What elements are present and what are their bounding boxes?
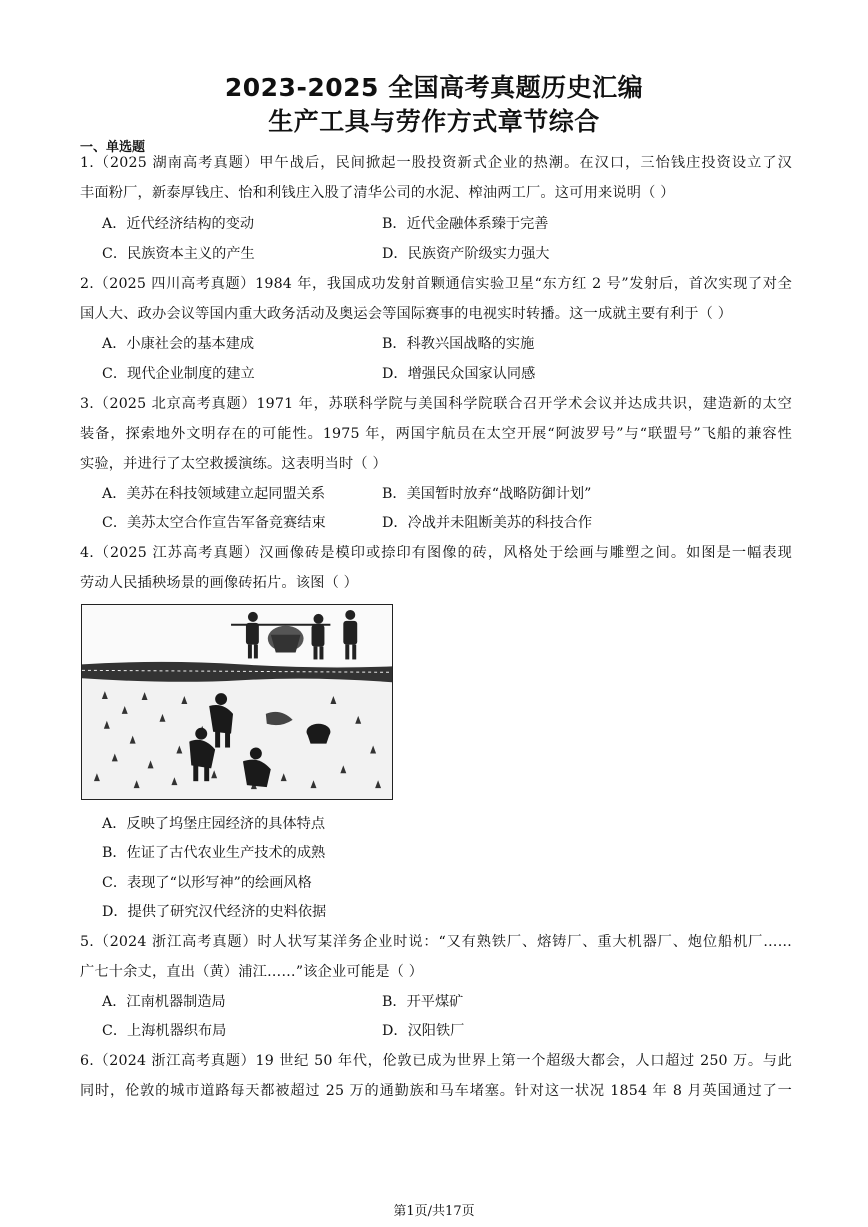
question-4-option-d: D．提供了研究汉代经济的史料依据 <box>102 904 327 920</box>
question-6-line-2: 同时，伦敦的城市道路每天都被超过 25 万的通勤族和马车堵塞。针对这一状况 1854 年 8 月英国通过了一 <box>80 1083 792 1099</box>
question-4-option-b: B．佐证了古代农业生产技术的成熟 <box>102 845 326 861</box>
question-5-line-1: 5.（2024 浙江高考真题）时人状写某洋务企业时说：“又有熟铁厂、熔铸厂、重大机器厂、炮位船机厂…… <box>80 934 792 950</box>
section-heading: 一、单选题 <box>80 140 146 155</box>
question-4-line-2: 劳动人民插秧场景的画像砖拓片。该图（ ） <box>80 575 359 591</box>
page-footer: 第1页/共17页 <box>393 1204 475 1219</box>
page-title: 2023-2025 全国高考真题历史汇编 <box>224 73 644 102</box>
question-2-line-2: 国人大、政办会议等国内重大政务活动及奥运会等国际赛事的电视实时转播。这一成就主要有利于（ ） <box>80 306 733 322</box>
question-1-line-1: 1.（2025 湖南高考真题）甲午战后，民间掀起一股投资新式企业的热潮。在汉口，三怡钱庄投资设立了汉 <box>80 155 792 171</box>
question-3-line-3: 实验，并进行了太空救援演练。这表明当时（ ） <box>80 456 387 472</box>
question-6-line-1: 6.（2024 浙江高考真题）19 世纪 50 年代，伦敦已成为世界上第一个超级大都会，人口超过 250 万。与此 <box>80 1053 792 1069</box>
question-5-line-2: 广七十余丈，直出（黄）浦江……”该企业可能是（ ） <box>80 964 424 980</box>
page-subtitle: 生产工具与劳作方式章节综合 <box>268 107 600 136</box>
question-5-option-b: B．开平煤矿 <box>382 994 464 1010</box>
question-3-option-c: C．美苏太空合作宣告军备竞赛结束 <box>102 515 326 531</box>
question-3-line-2: 装备，探索地外文明存在的可能性。1975 年，两国宇航员在太空开展“阿波罗号”与“联盟号”飞船的兼容性 <box>80 426 792 442</box>
question-2-option-c: C．现代企业制度的建立 <box>102 366 255 382</box>
question-3-option-a: A．美苏在科技领域建立起同盟关系 <box>102 486 326 502</box>
question-3-line-1: 3.（2025 北京高考真题）1971 年，苏联科学院与美国科学院联合召开学术会议并达成共识，建造新的太空 <box>80 396 792 412</box>
question-4-line-1: 4.（2025 江苏高考真题）汉画像砖是模印或捺印有图像的砖，风格处于绘画与雕塑之间。如图是一幅表现 <box>80 545 792 561</box>
question-2-line-1: 2.（2025 四川高考真题）1984 年，我国成功发射首颗通信实验卫星“东方红 2 号”发射后，首次实现了对全 <box>80 276 792 292</box>
rubbing-image <box>81 604 393 800</box>
question-1-option-c: C．民族资本主义的产生 <box>102 246 255 262</box>
question-2-option-a: A．小康社会的基本建成 <box>102 336 255 352</box>
question-2-option-d: D．增强民众国家认同感 <box>382 366 536 382</box>
question-4-option-c: C．表现了“以形写神”的绘画风格 <box>102 875 312 891</box>
question-5-option-c: C．上海机器织布局 <box>102 1023 227 1039</box>
question-2-option-b: B．科教兴国战略的实施 <box>382 336 535 352</box>
question-1-option-b: B．近代金融体系臻于完善 <box>382 216 549 232</box>
question-5-option-d: D．汉阳铁厂 <box>382 1023 465 1039</box>
question-3-option-b: B．美国暂时放弃“战略防御计划” <box>382 486 592 502</box>
question-1-option-d: D．民族资产阶级实力强大 <box>382 246 550 262</box>
question-3-option-d: D．冷战并未阻断美苏的科技合作 <box>382 515 593 531</box>
question-4-option-a: A．反映了坞堡庄园经济的具体特点 <box>102 816 326 832</box>
question-5-option-a: A．江南机器制造局 <box>102 994 226 1010</box>
question-1-option-a: A．近代经济结构的变动 <box>102 216 255 232</box>
question-1-line-2: 丰面粉厂，新泰厚钱庄、怡和利钱庄入股了清华公司的水泥、榨油两工厂。这可用来说明（ ） <box>80 185 675 201</box>
